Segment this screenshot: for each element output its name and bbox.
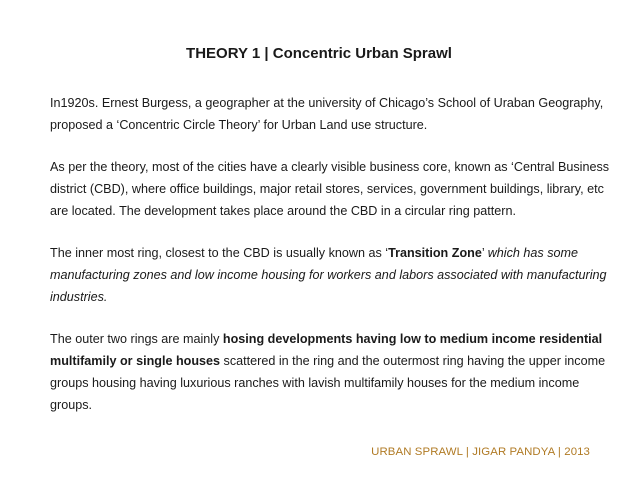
- paragraph-transition-zone: [50, 242, 610, 308]
- paragraph-burgess: In1920s. Ernest Burgess, a geographer at the university of Chicago’s School of Uraban Geography, proposed a ‘Concentric Circle Theory’ for Urban Land use structure.: [50, 96, 604, 132]
- transition-zone-intro: The inner most ring, closest to the CBD is usually known as ‘: [50, 246, 389, 260]
- transition-zone-quote: ’: [481, 246, 488, 260]
- slide-title: THEORY 1 | Concentric Urban Sprawl: [186, 45, 452, 62]
- outer-rings-description: scattered in the ring and the outermost ring having the upper income groups housing having luxurious ranches with lavish multifamily houses for the medium income groups.: [50, 354, 606, 412]
- transition-zone-term: Transition Zone: [388, 246, 482, 260]
- paragraph-outer-rings: [50, 328, 610, 416]
- transition-zone-description: which has some manufacturing zones and low income housing for workers and labors associated with manufacturing industries.: [50, 246, 607, 304]
- outer-rings-intro: The outer two rings are mainly: [50, 332, 223, 346]
- outer-rings-emphasis: hosing developments having low to medium income residential multifamily or single houses: [50, 332, 603, 368]
- slide-body: [50, 92, 610, 416]
- slide-footer: URBAN SPRAWL | JIGAR PANDYA | 2013: [371, 446, 590, 458]
- paragraph-cbd: As per the theory, most of the cities have a clearly visible business core, known as ‘Central Business district (CBD), where office buildings, major retail stores, services, government buildings, library, etc are located. The development takes place around the CBD in a circular ring pattern.: [50, 160, 610, 218]
